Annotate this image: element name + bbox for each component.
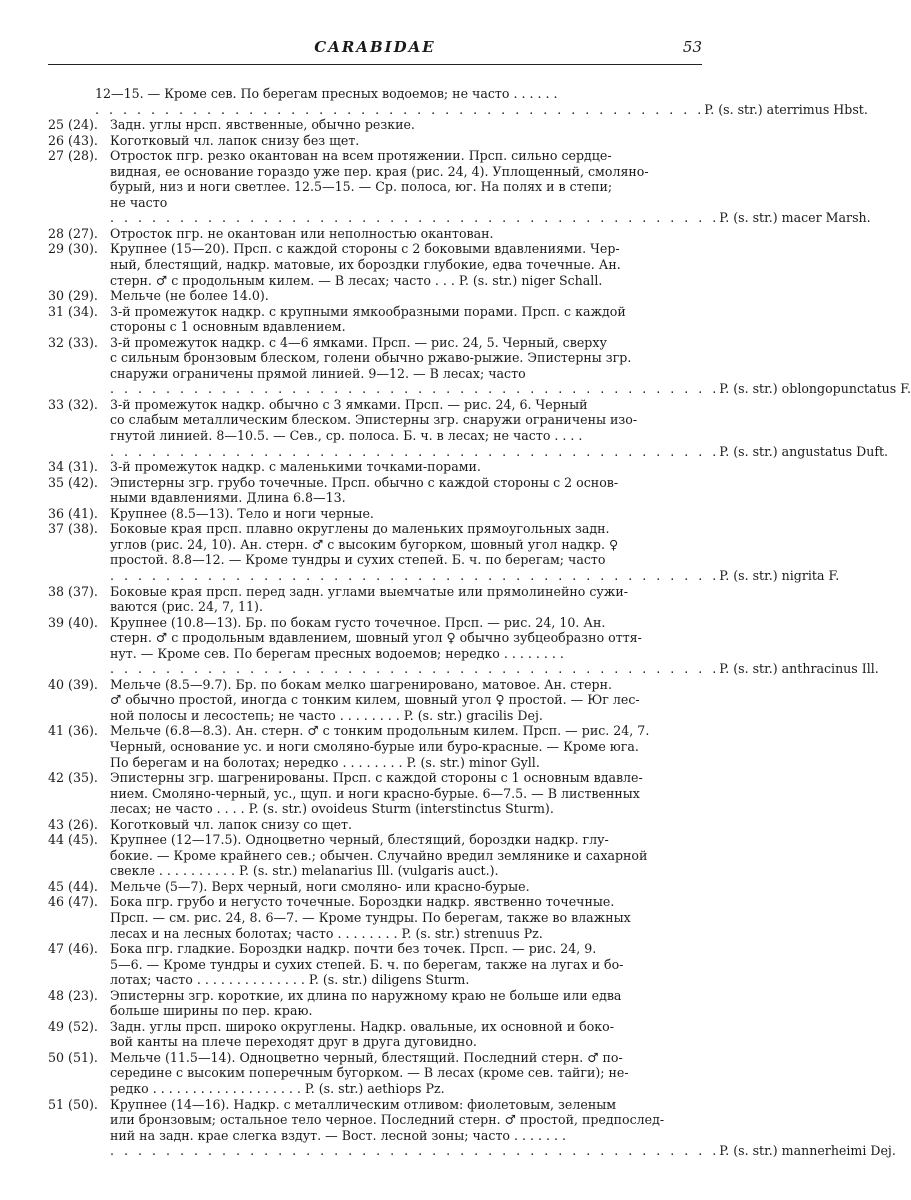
text-line: не часто — [110, 194, 168, 210]
text-line: Мельче (8.5—9.7). Бр. по бокам мелко шагренировано, матовое. Ан. стерн. — [110, 676, 613, 692]
text-line: Задн. углы нрсп. явственные, обычно резкие. — [110, 117, 415, 133]
text-line: ными вдавлениями. Длина 6.8—13. — [110, 490, 346, 506]
text-line: ♂ обычно простой, иногда с тонким килем, шовный угол ♀ простой. — Юг лес- — [110, 692, 640, 708]
text-line: со слабым металлическим блеском. Эпистерны згр. снаружи ограничены изо- — [110, 412, 638, 428]
text-line: стерн. ♂ с продольным вдавлением, шовный угол ♀ обычно зубцеобразно оття- — [110, 630, 642, 646]
key-entry — [48, 988, 702, 1019]
key-entry — [48, 723, 702, 770]
text-line: ный, блестящий, надкр. матовые, их бороздки глубокие, едва точечные. Ан. — [110, 257, 621, 273]
couplet-number: 50 (51). — [48, 1049, 98, 1065]
couplet-number: 30 (29). — [48, 288, 98, 304]
text-line: Отросток пгр. не окантован или неполностью окантован. — [110, 225, 494, 241]
text-line: 5—6. — Кроме тундры и сухих степей. Б. ч. по берегам, также на лугах и бо- — [110, 956, 624, 972]
text-line: 12—15. — Кроме сев. По берегам пресных водоемов; не часто . . . . . . — [95, 86, 558, 101]
text-line: простой. 8.8—12. — Кроме тундры и сухих степей. Б. ч. по берегам; часто — [110, 552, 606, 568]
species-line — [110, 210, 871, 226]
species-line — [95, 101, 868, 118]
text-line: Бока пгр. гладкие. Бороздки надкр. почти без точек. Прсп. — рис. 24, 9. — [110, 941, 597, 957]
text-line: Мельче (6.8—8.3). Ан. стерн. ♂ с тонким продольным килем. Прсп. — рис. 24, 7. — [110, 723, 650, 739]
text-line: Коготковый чл. лапок снизу без щет. — [110, 132, 360, 148]
key-entry — [48, 117, 702, 133]
couplet-number: 41 (36). — [48, 723, 98, 739]
couplet-number: 39 (40). — [48, 614, 98, 630]
text-line: По берегам и на болотах; нередко . . . . . . . . P. (s. str.) minor Gyll. — [110, 754, 540, 770]
text-line: Крупнее (15—20). Прсп. с каждой стороны с 2 боковыми вдавлениями. Чер- — [110, 241, 620, 257]
species-name: P. (s. str.) mannerheimi Dej. — [719, 1143, 896, 1159]
text-line: 3-й промежуток надкр. с маленькими точками-порами. — [110, 459, 481, 475]
text-line: видная, ее основание гораздо уже пер. края (рис. 24, 4). Уплощенный, смоляно- — [110, 163, 649, 179]
species-name: P. (s. str.) macer Marsh. — [719, 210, 871, 226]
text-line: Задн. углы прсп. широко округлены. Надкр. овальные, их основной и боко- — [110, 1018, 614, 1034]
key-entry — [48, 879, 702, 895]
text-line: 3-й промежуток надкр. с крупными ямкообразными порами. Прсп. с каждой — [110, 303, 626, 319]
couplet-number: 40 (39). — [48, 676, 98, 692]
text-line: Боковые края прсп. перед задн. углами выемчатые или прямолинейно сужи- — [110, 583, 629, 599]
key-entry — [48, 894, 702, 941]
key-entry — [48, 1050, 702, 1097]
text-line: Прсп. — см. рис. 24, 8. 6—7. — Кроме тундры. По берегам, также во влажных — [110, 909, 631, 925]
couplet-number: 47 (46). — [48, 941, 98, 957]
text-line: вой канты на плече переходят друг в друга дуговидно. — [110, 1034, 477, 1050]
key-entry — [48, 941, 702, 988]
text-line: стороны с 1 основным вдавлением. — [110, 319, 346, 335]
page-header — [48, 38, 702, 65]
key-entry — [48, 148, 871, 226]
text-line: Мельче (5—7). Верх черный, ноги смоляно- или красно-бурые. — [110, 878, 530, 894]
key-text — [48, 86, 911, 1159]
key-entry — [48, 584, 702, 615]
leader-dots: . . . . . . . . . . . . . . . . . . . . . . . . . . . . . . . . . . . . . . . . . . . . — [110, 1143, 720, 1159]
page-number: 53 — [682, 38, 702, 56]
text-line: середине с высоким поперечным бугорком. — В лесах (кроме сев. тайги); не- — [110, 1065, 629, 1081]
text-line: нием. Смоляно-черный, ус., щуп. и ноги красно-бурые. 6—7.5. — В лиственных — [110, 785, 640, 801]
text-line: Черный, основание ус. и ноги смоляно-бурые или буро-красные. — Кроме юга. — [110, 738, 639, 754]
species-name: P. (s. str.) angustatus Duft. — [719, 443, 889, 459]
text-line: Крупнее (12—17.5). Одноцветно черный, блестящий, бороздки надкр. глу- — [110, 832, 609, 848]
text-line: Эпистерны згр. шагренированы. Прсп. с каждой стороны с 1 основным вдавле- — [110, 770, 643, 786]
text-line: Мельче (11.5—14). Одноцветно черный, блестящий. Последний стерн. ♂ по- — [110, 1049, 623, 1065]
text-line: лесах и на лесных болотах; часто . . . . . . . . P. (s. str.) strenuus Pz. — [110, 925, 543, 941]
text-line: бурый, низ и ноги светлее. 12.5—15. — Ср. полоса, юг. На полях и в степи; — [110, 179, 613, 195]
key-entry — [48, 817, 702, 833]
running-title: CARABIDAE — [314, 38, 436, 56]
text-line: углов (рис. 24, 10). Ан. стерн. ♂ с высоким бугорком, шовный угол надкр. ♀ — [110, 536, 619, 552]
text-line: Боковые края прсп. плавно округлены до маленьких прямоугольных задн. — [110, 521, 610, 537]
text-line: ний на задн. крае слегка вздут. — Вост. лесной зоны; часто . . . . . . . — [110, 1127, 567, 1143]
text-line: с сильным бронзовым блеском, голени обычно ржаво-рыжие. Эпистерны згр. — [110, 350, 632, 366]
text-line: 3-й промежуток надкр. обычно с 3 ямками. Прсп. — рис. 24, 6. Черный — [110, 396, 588, 412]
couplet-number: 38 (37). — [48, 583, 98, 599]
couplet-number: 29 (30). — [48, 241, 98, 257]
leader-dots: . . . . . . . . . . . . . . . . . . . . . . . . . . . . . . . . . . . . . . . . . . . . — [110, 661, 720, 677]
text-line: или бронзовым; остальное тело черное. Последний стерн. ♂ простой, предпослед- — [110, 1112, 665, 1128]
key-entry — [48, 304, 702, 335]
couplet-number: 33 (32). — [48, 396, 98, 412]
text-line: лотах; часто . . . . . . . . . . . . . . P. (s. str.) diligens Sturm. — [110, 972, 470, 988]
text-line: 3-й промежуток надкр. с 4—6 ямками. Прсп. — рис. 24, 5. Черный, сверху — [110, 334, 607, 350]
couplet-number: 42 (35). — [48, 770, 98, 786]
key-entry — [48, 86, 868, 117]
couplet-number: 34 (31). — [48, 459, 98, 475]
text-line: больше ширины по пер. краю. — [110, 1003, 313, 1019]
couplet-number: 36 (41). — [48, 505, 98, 521]
leader-dots: . . . . . . . . . . . . . . . . . . . . . . . . . . . . . . . . . . . . . . . . . . . . — [110, 381, 720, 397]
couplet-number: 51 (50). — [48, 1096, 98, 1112]
species-name: P. (s. str.) oblongopunctatus F. — [719, 381, 911, 397]
couplet-number: 37 (38). — [48, 521, 98, 537]
key-entry — [48, 677, 702, 724]
couplet-number: 44 (45). — [48, 832, 98, 848]
key-entry — [48, 521, 840, 583]
text-line: редко . . . . . . . . . . . . . . . . . . . P. (s. str.) aethiops Pz. — [110, 1081, 445, 1096]
text-line: Крупнее (10.8—13). Бр. по бокам густо точечное. Прсп. — рис. 24, 10. Ан. — [110, 614, 606, 630]
text-line: гнутой линией. 8—10.5. — Сев., ср. полоса. Б. ч. в лесах; не часто . . . . — [110, 428, 583, 444]
text-line: бокие. — Кроме крайнего сев.; обычен. Случайно вредил землянике и сахарной — [110, 847, 648, 863]
text-line: Бока пгр. грубо и негусто точечные. Бороздки надкр. явственно точечные. — [110, 894, 615, 910]
species-line — [110, 567, 840, 584]
couplet-number: 25 (24). — [48, 117, 98, 133]
text-line: ной полосы и лесостепь; не часто . . . . . . . . P. (s. str.) gracilis Dej. — [110, 707, 543, 723]
leader-dots: . . . . . . . . . . . . . . . . . . . . . . . . . . . . . . . . . . . . . . . . . . . . — [110, 210, 720, 226]
couplet-number: 26 (43). — [48, 132, 98, 148]
text-line: Крупнее (14—16). Надкр. с металлическим отливом: фиолетовым, зеленым — [110, 1096, 617, 1112]
couplet-number: 31 (34). — [48, 303, 98, 319]
couplet-number: 27 (28). — [48, 148, 98, 164]
text-line: стерн. ♂ с продольным килем. — В лесах; часто . . . P. (s. str.) niger Schall. — [110, 272, 603, 288]
key-entry — [48, 475, 702, 506]
key-entry — [48, 1096, 896, 1159]
text-line: лесах; не часто . . . . P. (s. str.) ovoideus Sturm (interstinctus Sturm). — [110, 801, 554, 817]
species-name: P. (s. str.) nigrita F. — [719, 567, 840, 583]
species-line — [110, 381, 911, 397]
key-entry — [48, 226, 702, 242]
couplet-number: 32 (33). — [48, 334, 98, 350]
couplet-number: 48 (23). — [48, 987, 98, 1003]
leader-dots: . . . . . . . . . . . . . . . . . . . . . . . . . . . . . . . . . . . . . . . . . . . . — [95, 101, 705, 117]
text-line: нут. — Кроме сев. По берегам пресных водоемов; нередко . . . . . . . . — [110, 645, 564, 661]
couplet-number: 49 (52). — [48, 1018, 98, 1034]
key-entry — [48, 614, 879, 677]
species-line — [110, 443, 889, 460]
key-entry — [48, 459, 702, 475]
key-entry — [48, 832, 702, 879]
key-entry — [48, 241, 702, 288]
couplet-number: 43 (26). — [48, 816, 98, 832]
text-line: Эпистерны згр. грубо точечные. Прсп. обычно с каждой стороны с 2 основ- — [110, 474, 619, 490]
key-entry — [48, 334, 911, 397]
text-line: Отросток пгр. резко окантован на всем протяжении. Прсп. сильно сердце- — [110, 148, 612, 164]
key-entry — [48, 288, 702, 304]
key-entry — [48, 770, 702, 817]
species-line — [110, 661, 879, 677]
couplet-number: 28 (27). — [48, 225, 98, 241]
text-line: свекле . . . . . . . . . . P. (s. str.) melanarius Ill. (vulgaris auct.). — [110, 863, 499, 879]
species-line — [110, 1143, 896, 1159]
leader-dots: . . . . . . . . . . . . . . . . . . . . . . . . . . . . . . . . . . . . . . . . . . . . — [110, 443, 720, 459]
key-entry — [48, 506, 702, 522]
species-name: P. (s. str.) anthracinus Ill. — [719, 661, 879, 677]
leader-dots: . . . . . . . . . . . . . . . . . . . . . . . . . . . . . . . . . . . . . . . . . . . . — [110, 567, 720, 583]
key-entry — [48, 133, 702, 149]
text-line: Мельче (не более 14.0). — [110, 288, 269, 304]
text-line: Крупнее (8.5—13). Тело и ноги черные. — [110, 505, 374, 521]
species-name: P. (s. str.) aterrimus Hbst. — [704, 101, 868, 117]
couplet-number: 35 (42). — [48, 474, 98, 490]
text-line: Коготковый чл. лапок снизу со щет. — [110, 816, 353, 832]
text-line: ваются (рис. 24, 7, 11). — [110, 599, 263, 615]
couplet-number: 46 (47). — [48, 894, 98, 910]
key-entry — [48, 1019, 702, 1050]
couplet-number: 45 (44). — [48, 878, 98, 894]
key-entry — [48, 396, 889, 459]
text-line: снаружи ограничены прямой линией. 9—12. — В лесах; часто — [110, 365, 526, 381]
text-line: Эпистерны згр. короткие, их длина по наружному краю не больше или едва — [110, 987, 622, 1003]
